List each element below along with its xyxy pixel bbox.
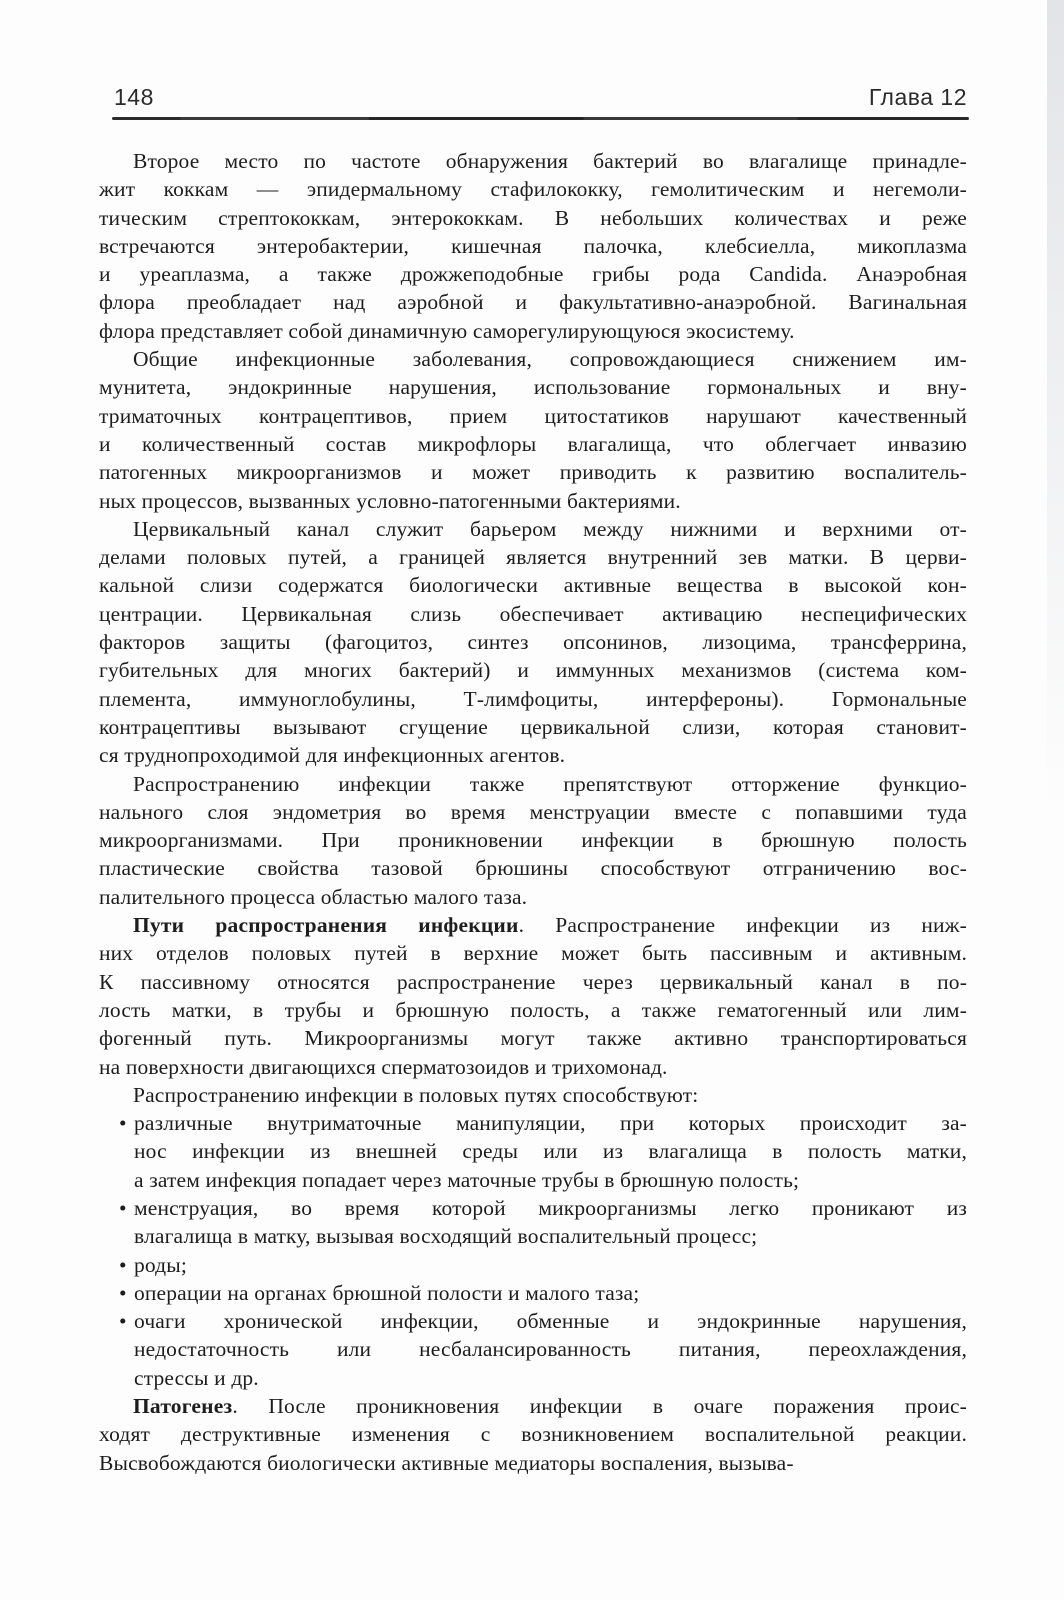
text-line: менструация, во время которой микроорганизмы легко проникают из xyxy=(134,1195,967,1220)
text-line: а затем инфекция попадает через маточные трубы в брюшную полость; xyxy=(134,1167,800,1192)
list-item xyxy=(99,1251,967,1279)
text-line: пластические свойства тазовой брюшины способствуют отграничению вос- xyxy=(99,856,967,881)
text-line: Пути распространения инфекции. Распространение инфекции из ниж- xyxy=(133,913,967,938)
paragraph xyxy=(99,911,967,1081)
list-item xyxy=(99,1109,967,1194)
bullet-icon: • xyxy=(119,1111,127,1136)
text-line: влагалища в матку, вызывая восходящий воспалительный процесс; xyxy=(134,1224,758,1249)
text-line: Общие инфекционные заболевания, сопровождающиеся снижением им- xyxy=(133,347,967,372)
text-line: на поверхности двигающихся сперматозоидов и трихомонад. xyxy=(99,1054,668,1079)
page-body xyxy=(99,147,967,1477)
text-line: лость матки, в трубы и брюшную полость, а также гематогенный или лим- xyxy=(99,997,967,1022)
text-line: встречаются энтеробактерии, кишечная палочка, клебсиелла, микоплазма xyxy=(99,233,967,258)
text-line: и уреаплазма, а также дрожжеподобные грибы рода Candida. Анаэробная xyxy=(99,262,967,287)
chapter-title: Глава 12 xyxy=(868,84,967,110)
bold-lead: Патогенез xyxy=(133,1394,233,1419)
text-line: племента, иммуноглобулины, Т-лимфоциты, интерфероны). Гормональные xyxy=(99,686,967,711)
text-line: палительного процесса областью малого таза. xyxy=(99,884,528,909)
text-line: патогенных микроорганизмов и может приводить к развитию воспалитель- xyxy=(99,460,967,485)
page-number: 148 xyxy=(114,84,154,110)
text-line: и количественный состав микрофлоры влагалища, что облегчает инвазию xyxy=(99,431,967,456)
text-line: К пассивному относятся распространение через цервикальный канал в по- xyxy=(99,969,967,994)
header-rule xyxy=(112,117,969,120)
text-line: них отделов половых путей в верхние может быть пассивным и активным. xyxy=(99,941,967,966)
text-line: делами половых путей, а границей является внутренний зев матки. В церви- xyxy=(99,545,967,570)
text-line: очаги хронической инфекции, обменные и эндокринные нарушения, xyxy=(134,1309,967,1334)
text-line: ходят деструктивные изменения с возникновением воспалительной реакции. xyxy=(99,1422,967,1447)
text-line: нос инфекции из внешней среды или из влагалища в полость матки, xyxy=(134,1139,967,1164)
bullet-icon: • xyxy=(119,1195,127,1220)
text-line: Цервикальный канал служит барьером между нижними и верхними от- xyxy=(133,516,967,541)
paragraph xyxy=(99,1392,967,1477)
text-line: Распространению инфекции в половых путях способствуют: xyxy=(133,1082,699,1107)
text-line: жит коккам — эпидермальному стафилококку, гемолитическим и негемоли- xyxy=(99,177,967,202)
bullet-icon: • xyxy=(119,1280,127,1305)
scanner-shadow-edge xyxy=(1047,0,1064,820)
text-line: недостаточность или несбалансированность питания, переохлаждения, xyxy=(134,1337,967,1362)
text-line: нального слоя эндометрия во время менструации вместе с попавшими туда xyxy=(99,799,967,824)
text-line: факторов защиты (фагоцитоз, синтез опсонинов, лизоцима, трансферрина, xyxy=(99,630,967,655)
text-line: Распространению инфекции также препятствуют отторжение функцио- xyxy=(133,771,967,796)
text-line: тическим стрептококкам, энтерококкам. В небольших количествах и реже xyxy=(99,205,967,230)
paragraph xyxy=(99,770,967,911)
text-line: губительных для многих бактерий) и иммунных механизмов (система ком- xyxy=(99,658,967,683)
text-line: триматочных контрацептивов, прием цитостатиков нарушают качественный xyxy=(99,403,967,428)
text-line: стрессы и др. xyxy=(134,1365,259,1390)
bold-lead: Пути распространения инфекции xyxy=(133,913,519,938)
text-line: ся труднопроходимой для инфекционных агентов. xyxy=(99,743,566,768)
bullet-icon: • xyxy=(119,1309,127,1334)
text-line: Патогенез. После проникновения инфекции в очаге поражения проис- xyxy=(133,1394,967,1419)
text-line: различные внутриматочные манипуляции, при которых происходит за- xyxy=(134,1111,967,1136)
paragraph xyxy=(99,147,967,345)
text-line: ных процессов, вызванных условно-патогенными бактериями. xyxy=(99,488,681,513)
text-line: контрацептивы вызывают сгущение цервикальной слизи, которая становит- xyxy=(99,714,967,739)
running-header xyxy=(114,84,967,111)
paragraph xyxy=(99,1081,967,1109)
text-line: флора преобладает над аэробной и факультативно-анаэробной. Вагинальная xyxy=(99,290,967,315)
text-line: мунитета, эндокринные нарушения, использование гормональных и вну- xyxy=(99,375,967,400)
text-line: микроорганизмами. При проникновении инфекции в брюшную полость xyxy=(99,828,967,853)
list-item xyxy=(99,1307,967,1392)
text-line: роды; xyxy=(134,1252,187,1277)
text-line: фогенный путь. Микроорганизмы могут также активно транспортироваться xyxy=(99,1026,967,1051)
paragraph xyxy=(99,345,967,515)
bullet-icon: • xyxy=(119,1252,127,1277)
text-line: центрации. Цервикальная слизь обеспечивает активацию неспецифических xyxy=(99,601,967,626)
text-line: Высвобождаются биологически активные медиаторы воспаления, вызыва- xyxy=(99,1450,794,1475)
list-item xyxy=(99,1194,967,1251)
text-line: Второе место по частоте обнаружения бактерий во влагалище принадле- xyxy=(133,149,967,173)
paragraph xyxy=(99,515,967,770)
text-line: флора представляет собой динамичную саморегулирующуюся экосистему. xyxy=(99,318,795,343)
list-item xyxy=(99,1279,967,1307)
text-line: кальной слизи содержатся биологически активные вещества в высокой кон- xyxy=(99,573,967,598)
text-line: операции на органах брюшной полости и малого таза; xyxy=(134,1280,640,1305)
